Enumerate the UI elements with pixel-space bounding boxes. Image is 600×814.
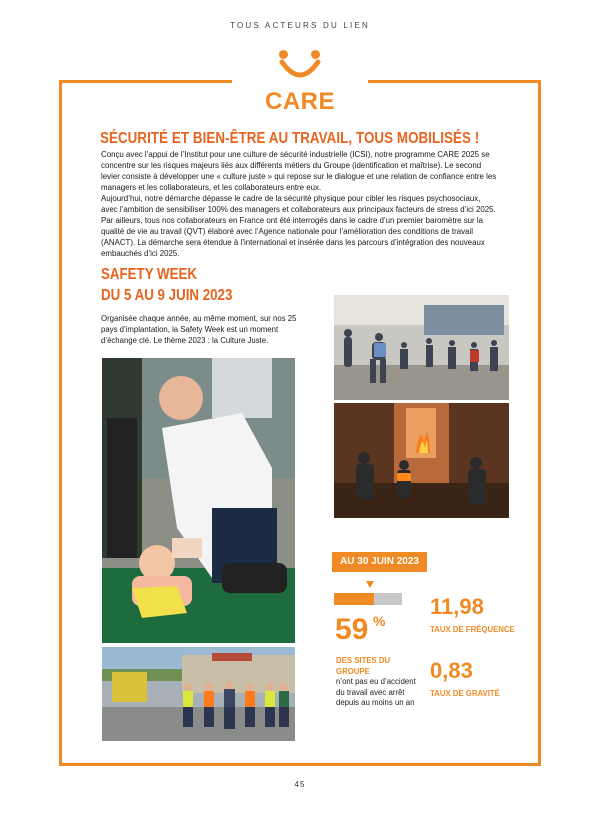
percent-label-text: n’ont pas eu d’accident du travail avec arrêt depuis au moins un an — [336, 677, 416, 707]
site-briefing-photo — [102, 647, 295, 741]
gravity-label: TAUX DE GRAVITÉ — [430, 689, 500, 698]
safety-week-title-line: SAFETY WEEK — [101, 266, 198, 283]
smiley-mouth-icon — [277, 58, 323, 82]
safety-week-date-line: DU 5 AU 9 JUIN 2023 — [101, 287, 233, 304]
progress-bar-fill — [334, 593, 374, 605]
percent-sign: % — [373, 613, 386, 629]
percent-label — [336, 656, 416, 709]
frequency-value: 11,98 — [430, 594, 484, 619]
safety-week-title — [101, 264, 232, 306]
date-badge: AU 30 JUIN 2023 — [332, 552, 427, 572]
section-header: TOUS ACTEURS DU LIEN — [230, 21, 370, 30]
intro-paragraph: Conçu avec l’appui de l’Institut pour une culture de sécurité industrielle (ICSI), notre programme CARE 2025 se concentre sur les risques majeurs liés aux différents métiers du Groupe (identification et maîtrise). Le second levier consiste à développer une « culture juste » qui repose sur le dialogue et une relation de confiance entre les managers et les collaborateurs, et les collaborateurs entre eux. — [101, 150, 497, 192]
safety-week-text: Organisée chaque année, au même moment, sur nos 25 pays d’implantation, la Safety Week est un moment d’échange clé. Le thème 2023 : la Culture Juste. — [101, 314, 297, 345]
frequency-label: TAUX DE FRÉQUENCE — [430, 625, 515, 634]
fire-training-photo — [334, 403, 509, 518]
intro-text — [101, 149, 499, 259]
gravity-value: 0,83 — [430, 658, 473, 683]
progress-bar — [334, 593, 402, 605]
badge-arrow-icon — [366, 581, 374, 588]
warmup-photo — [334, 295, 509, 400]
page-number: 45 — [294, 780, 306, 789]
intro-paragraph: Aujourd’hui, notre démarche dépasse le cadre de la sécurité physique pour cibler les risques psychosociaux, avec l’ambition de sensibiliser 100% des managers et collaborateurs aux principaux facteurs de stress d’ici 2025. Par ailleurs, tous nos collaborateurs en France ont été interrogés dans le cadre d’un premier baromètre sur la qualité de vie au travail (QVT) élaboré avec l’Agence nationale pour l’amélioration des conditions de travail (ANACT). La démarche sera étendue à l’international et insérée dans les parcours d’intégration des nouveaux embauchés d’ici 2025. — [101, 194, 496, 258]
care-logo-text: CARE — [264, 88, 335, 115]
percent-value: 59 — [335, 613, 369, 646]
cpr-training-photo — [102, 358, 295, 643]
page-title: SÉCURITÉ ET BIEN-ÊTRE AU TRAVAIL, TOUS MOBILISÉS ! — [100, 130, 480, 147]
percent-label-accent: DES SITES DU GROUPE — [336, 656, 391, 676]
